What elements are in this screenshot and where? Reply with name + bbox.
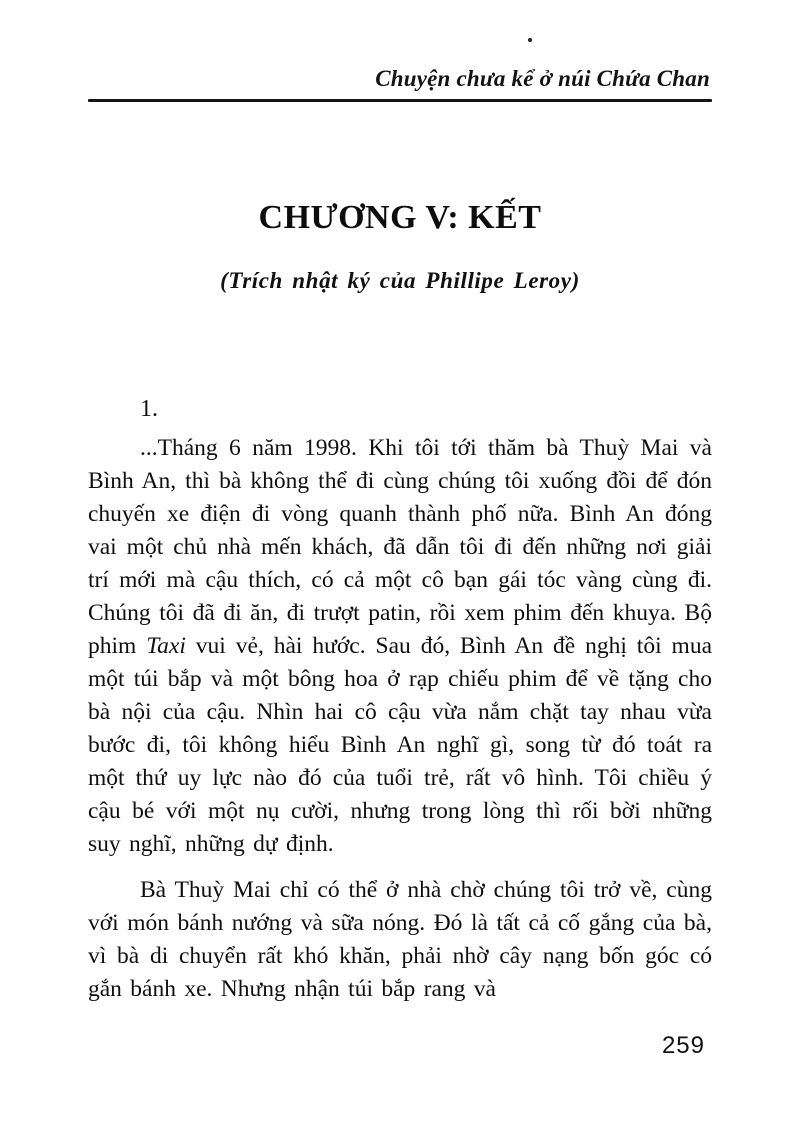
section-number: 1. [140,396,158,422]
paragraph-1-text-before: ...Tháng 6 năm 1998. Khi tôi tới thăm bà Thuỳ Mai và Bình An, thì bà không thể đi cùng chúng tôi xuống đồi để đón chuyến xe điện đi vòng quanh thành phố nữa. Bình An đóng vai một chủ nhà mến khách, đã dẫn tôi đi đến những nơi giải trí mới mà cậu thích, có cả một cô bạn gái tóc vàng cùng đi. Chúng tôi đã đi ăn, đi trượt patin, rồi xem phim đến khuya. Bộ phim [88,435,712,659]
page-content [88,0,712,1006]
paragraph-1 [88,432,712,861]
header-rule [88,99,712,102]
running-header [88,66,712,102]
chapter-subtitle: (Trích nhật ký của Phillipe Leroy) [220,268,580,293]
paragraph-1-italic-word: Taxi [146,633,186,659]
page-number: 259 [661,1032,705,1059]
running-header-text: Chuyện chưa kể ở núi Chứa Chan [375,66,710,91]
chapter-title: CHƯƠNG V: KẾT [258,199,542,236]
paragraph-1-text-after: vui vẻ, hài hước. Sau đó, Bình An đề nghị tôi mua một túi bắp và một bông hoa ở rạp chiếu phim để về tặng cho bà nội của cậu. Nhìn hai cô cậu vừa nắm chặt tay nhau vừa bước đi, tôi không hiểu Bình An nghĩ gì, song từ đó toát ra một thứ uy lực nào đó của tuổi trẻ, rất vô hình. Tôi chiều ý cậu bé với một nụ cười, nhưng trong lòng thì rối bời những suy nghĩ, những dự định. [88,633,713,857]
paragraph-2: Bà Thuỳ Mai chỉ có thể ở nhà chờ chúng tôi trở về, cùng với món bánh nướng và sữa nóng. Đó là tất cả cố gắng của bà, vì bà di chuyển rất khó khăn, phải nhờ cây nạng bốn góc có gắn bánh xe. Nhưng nhận túi bắp rang và [88,877,712,1002]
